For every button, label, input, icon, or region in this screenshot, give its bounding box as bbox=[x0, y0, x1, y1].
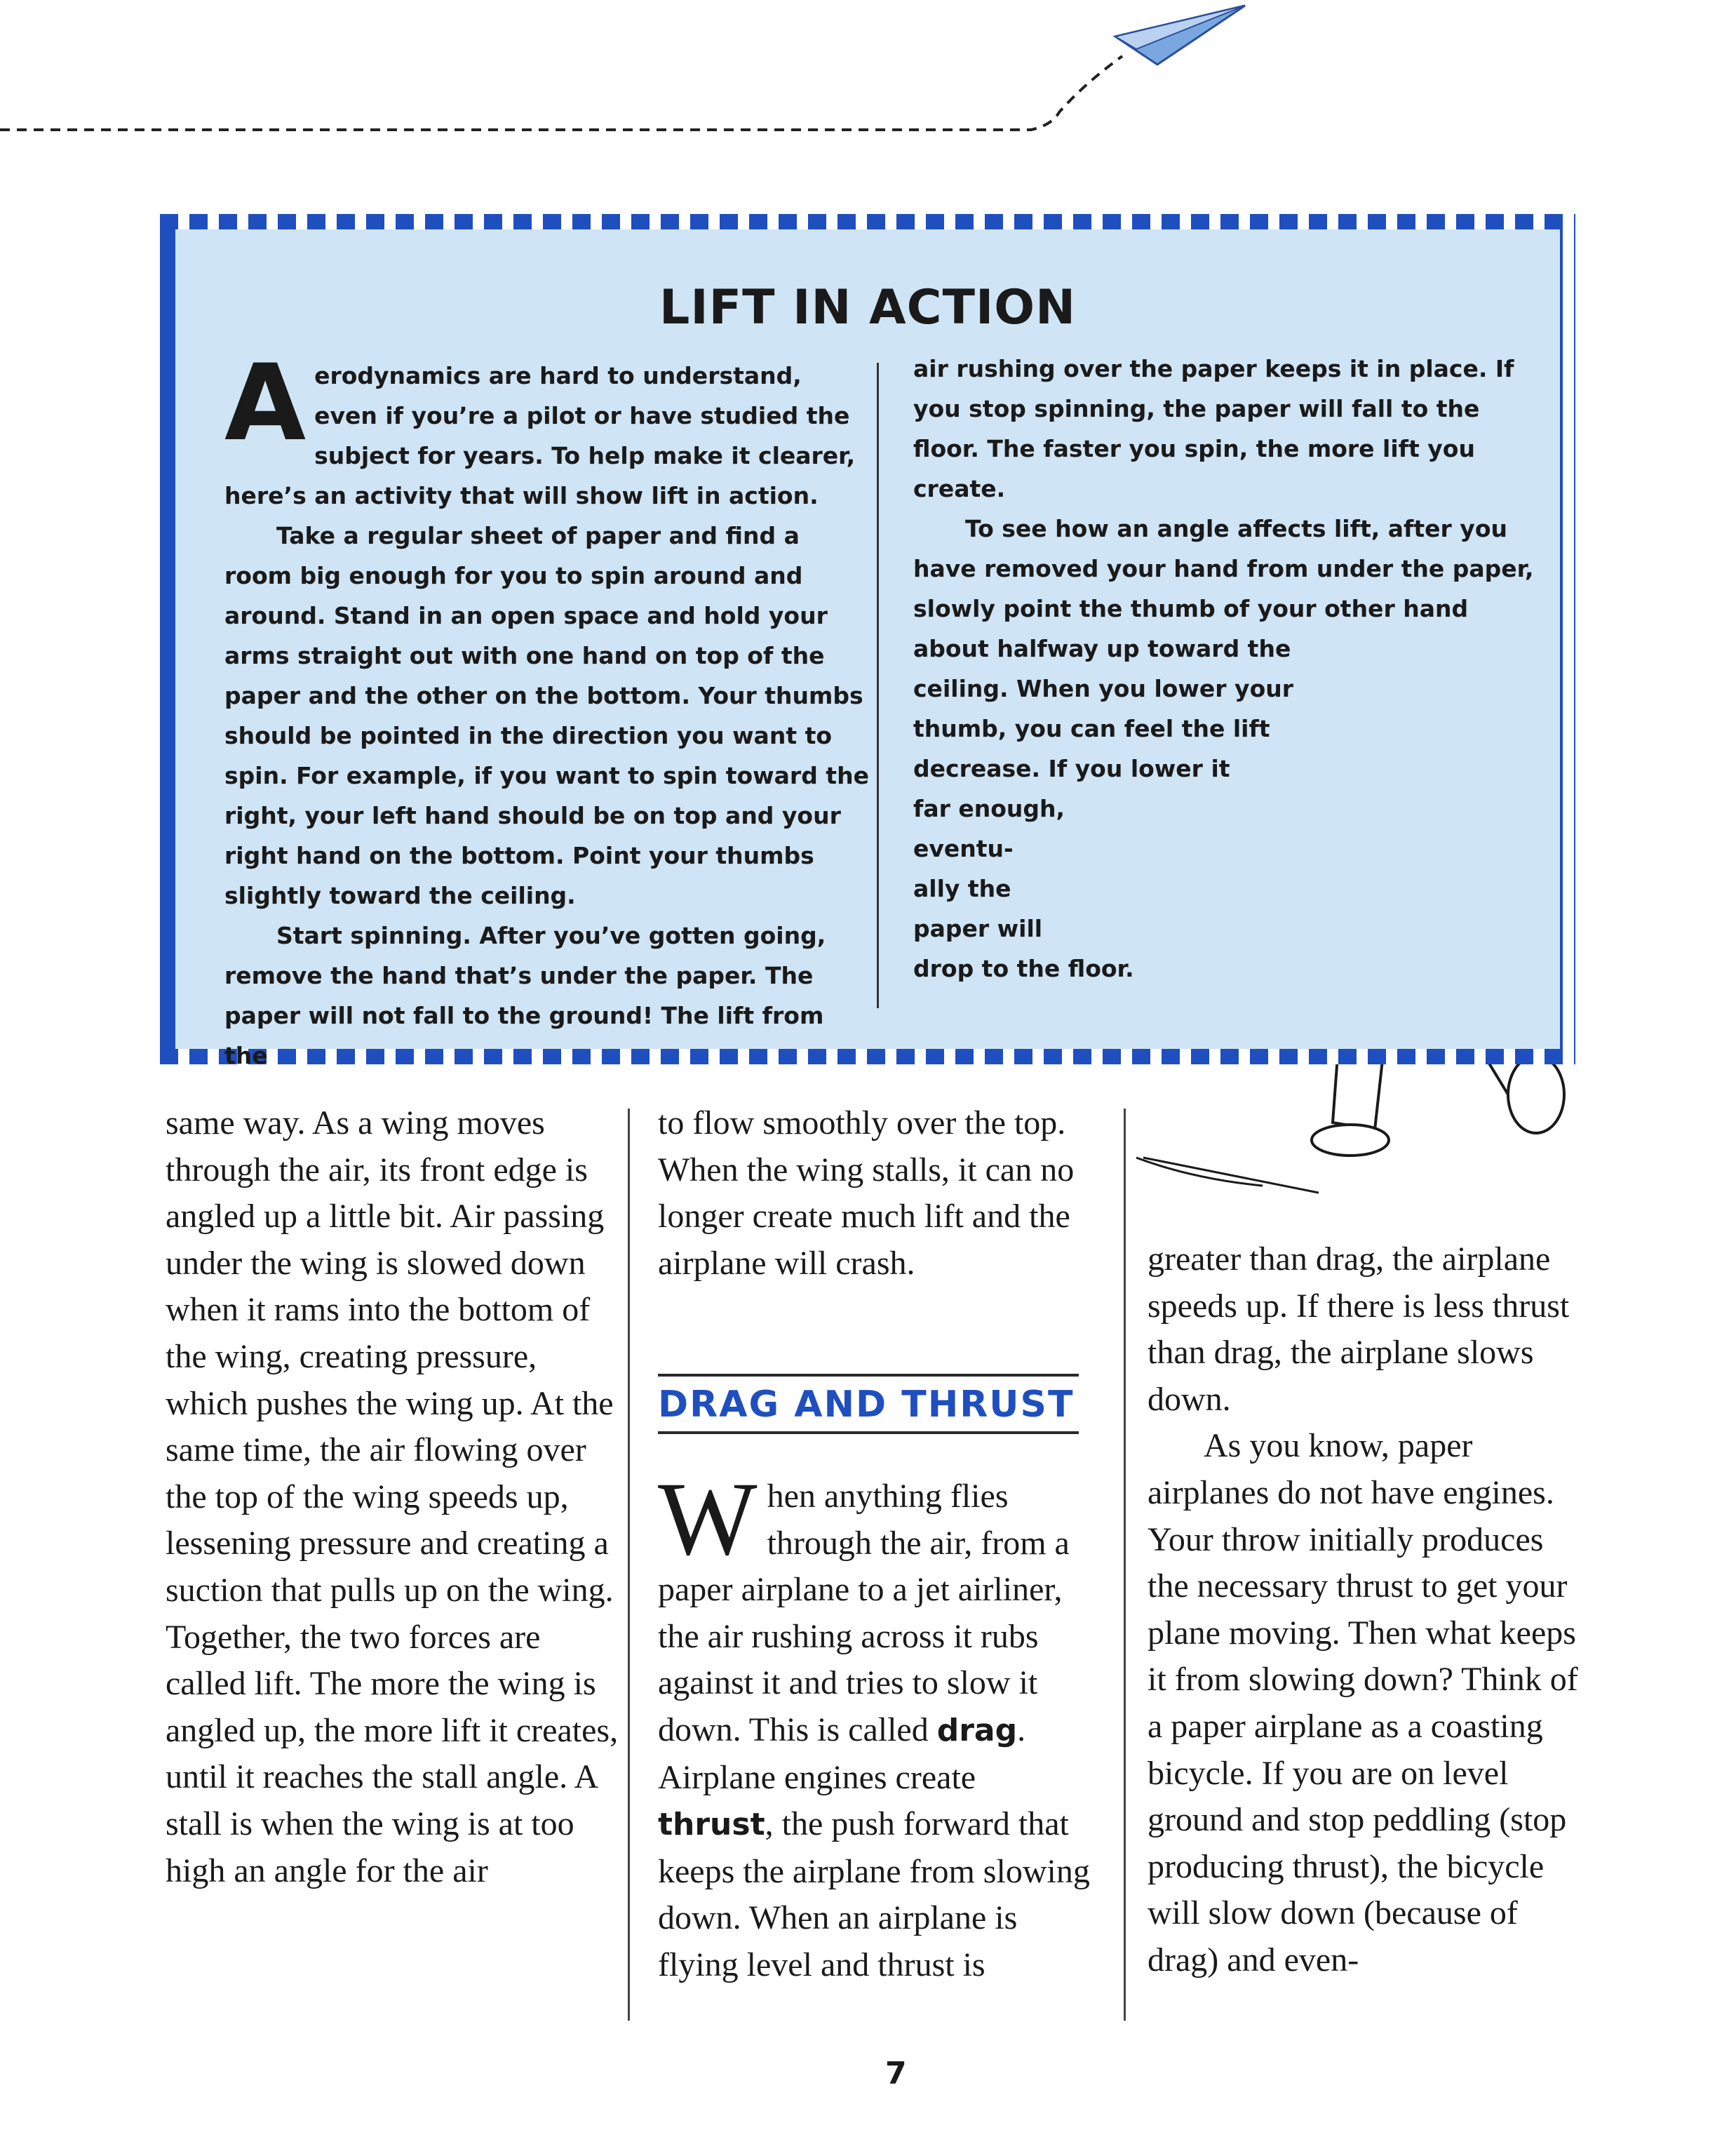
column-2-text-a: hen anything flies through the air, from a paper airplane to a jet airliner, the air rushing across it rubs against it and tries to slow it down. This is called bbox=[658, 1478, 1070, 1748]
column-rule-1 bbox=[628, 1109, 630, 2021]
sidebar-right-line: thumb, you can feel the lift bbox=[913, 715, 1270, 742]
column-3-paragraph-1: greater than drag, the airplane speeds up. If there is less thrust than drag, the airplane slows down. bbox=[1148, 1240, 1570, 1418]
sidebar-title: LIFT IN ACTION bbox=[659, 280, 1076, 335]
sidebar-right-paragraph-1: air rushing over the paper keeps it in place. If you stop spinning, the paper will fall to the floor. The faster you spin, the more lift you create. bbox=[913, 355, 1514, 502]
sidebar-right-column bbox=[913, 349, 1545, 989]
sidebar-left-column bbox=[224, 342, 870, 1076]
column-3-paragraph-2: As you know, paper airplanes do not have engines. Your throw initially produces the necessary thrust to get your plane moving. Then what keeps it from slowing down? Think of a paper airplane as a coasting bicycle. If you are on level ground and stop peddling (stop producing thrust), the bicycle will slow down (because of drag) and even- bbox=[1148, 1427, 1578, 1979]
section-heading-drag-thrust: DRAG AND THRUST bbox=[658, 1374, 1079, 1434]
column-2-text-b: . Airplane engines create bbox=[658, 1711, 1026, 1796]
page-number: 7 bbox=[885, 2056, 907, 2091]
sidebar-right-line: ally the bbox=[913, 875, 1011, 902]
body-column-3 bbox=[1148, 1236, 1582, 1984]
sidebar-right-line: decrease. If you lower it bbox=[913, 755, 1230, 782]
column-2-lower-paragraph bbox=[658, 1461, 1093, 1989]
keyword-drag: drag bbox=[936, 1712, 1018, 1748]
column-2-text-c: , the push forward that keeps the airplane from slowing down. When an airplane is flying level and thrust is bbox=[658, 1805, 1090, 1983]
flight-path-line bbox=[0, 56, 1122, 130]
sidebar-right-line: eventu- bbox=[913, 835, 1014, 862]
keyword-thrust: thrust bbox=[658, 1807, 765, 1843]
sidebar-right-line: far enough, bbox=[913, 795, 1065, 822]
sidebar-right-line: drop to the floor. bbox=[913, 955, 1134, 982]
column-1-text: same way. As a wing moves through the air, its front edge is angled up a little bit. Air passing under the wing is slowed down when it rams into the bottom of the wing, creating pressure, which pushes the wing up. At the same time, the air flowing over the top of the wing speeds up, lessening pressure and creating a suction that pulls up on the wing. Together, the two forces are called lift. The more the wing is angled up, the more lift it creates, until it reaches the stall angle. A stall is when the wing is at too high an angle for the air bbox=[166, 1104, 619, 1889]
sidebar-right-line: slowly point the thumb of your other hand bbox=[913, 595, 1469, 622]
column-2-dropcap: W bbox=[658, 1461, 758, 1577]
sidebar-paragraph-1 bbox=[224, 342, 870, 516]
sidebar-paragraph-2: Take a regular sheet of paper and find a room big enough for you to spin around and around. Stand in an open space and hold your arms straight out with one hand on top of the paper and the other on the bottom. Your thumbs should be pointed in the direction you want to spin. For example, if you want to spin toward the right, your left hand should be on top and your right hand on the bottom. Point your thumbs slightly toward the ceiling. bbox=[224, 522, 869, 909]
lift-in-action-sidebar bbox=[160, 214, 1575, 1069]
sidebar-paragraph-1-text: erodynamics are hard to understand, even if you’re a pilot or have studied the subject for years. To help make it clearer, here’s an activity that will show lift in action. bbox=[224, 362, 856, 509]
column-2-top-text: to flow smoothly over the top. When the wing stalls, it can no longer create much lift and the airplane will crash. bbox=[658, 1104, 1075, 1282]
sidebar-right-line: paper will bbox=[913, 915, 1043, 942]
body-column-1 bbox=[166, 1100, 621, 1894]
sidebar-right-line: have removed your hand from under the paper, bbox=[913, 555, 1534, 582]
sidebar-right-paragraph-2 bbox=[913, 509, 1545, 989]
sidebar-paragraph-3: Start spinning. After you’ve gotten going, remove the hand that’s under the paper. The paper will not fall to the ground! The lift from the bbox=[224, 922, 826, 1069]
body-column-2-lower bbox=[658, 1461, 1093, 1989]
column-rule-2 bbox=[1124, 1109, 1126, 2021]
sidebar-dropcap: A bbox=[224, 342, 307, 464]
sidebar-right-line: ceiling. When you lower your bbox=[913, 675, 1294, 702]
sidebar-column-divider bbox=[877, 363, 879, 1008]
body-column-2 bbox=[658, 1100, 1093, 1287]
sidebar-right-line: about halfway up toward the bbox=[913, 635, 1291, 662]
sidebar-right-line: To see how an angle affects lift, after you bbox=[965, 515, 1507, 542]
paper-airplane-icon bbox=[1115, 6, 1245, 65]
